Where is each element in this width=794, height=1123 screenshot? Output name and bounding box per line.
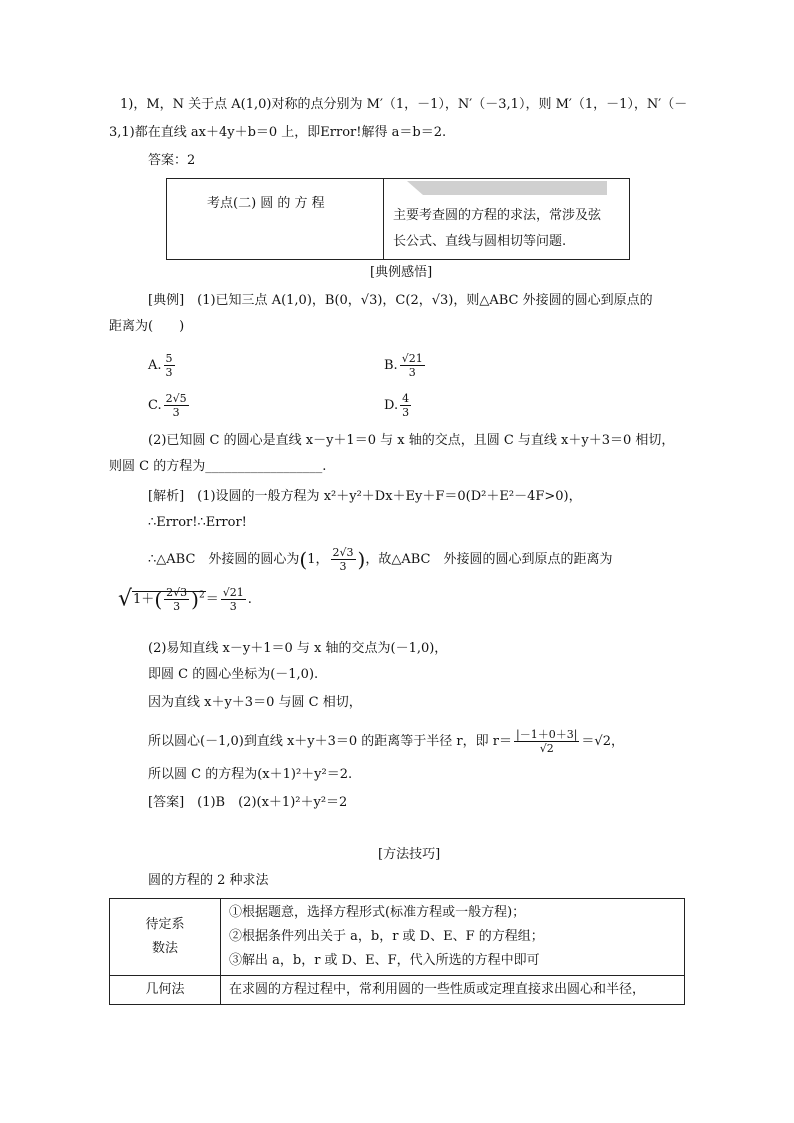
intro-line-2: 3,1)都在直线 ax＋4y＋b＝0 上，即Error!解得 a＝b＝2. [109, 125, 447, 140]
final-answer: [答案] (1)B (2)(x＋1)²＋y²＝2 [148, 795, 348, 810]
option-a: A. $\frac{5}{3}$ [148, 352, 173, 379]
intro-line-1: 1)，M，N 关于点 A(1,0)对称的点分别为 M′（1，－1），N′（－3,1），则 M′（1，－1），N′（－ [120, 97, 688, 112]
solution-line-8: 所以圆心(－1,0)到直线 x＋y＋3＝0 的距离等于半径 r，即 r＝ $\frac{|-1+0+3|}{√2}$ ＝√2， [148, 728, 624, 755]
method-steps: ①根据题意，选择方程形式(标准方程或一般方程)； ②根据条件列出关于 a，b，r 或 D、E、F 的方程组； ③解出 a，b，r 或 D、E、F，代入所选的方程中即可 [221, 899, 685, 976]
solution-line-9: 所以圆 C 的方程为(x＋1)²＋y²＝2. [148, 767, 353, 782]
option-c: C. $\frac{2√5}{3}$ [148, 392, 187, 419]
section-heading-methods: [方法技巧] [378, 847, 441, 862]
option-d: D. $\frac{4}{3}$ [384, 392, 410, 419]
option-b: B. $\frac{√21}{3}$ [384, 352, 423, 379]
solution-line-4: √1＋( $\frac{2√3}{3}$ )$^2$＝ $\frac{√21}{3}$ . [118, 586, 252, 613]
solution-line-7: 因为直线 x＋y＋3＝0 与圆 C 相切， [148, 695, 362, 710]
intro-answer: 答案：2 [148, 153, 196, 168]
question-1-line-1: [典例] (1)已知三点 A(1,0)，B(0，√3)，C(2，√3)，则△ABC 外接圆的圆心到原点的 [148, 293, 653, 308]
method-label: 待定系 数法 [110, 899, 221, 976]
topic-box [166, 178, 630, 260]
section-heading-examples: [典例感悟] [370, 265, 433, 280]
solution-line-2: ∴Error!∴Error! [148, 515, 247, 530]
table-row [110, 899, 685, 976]
table-row [110, 976, 685, 1005]
solution-line-3: ∴△ABC 外接圆的圆心为(1， $\frac{2√3}{3}$ )，故△ABC 外接圆的圆心到原点的距离为 [148, 546, 613, 573]
method-label: 几何法 [110, 976, 221, 1005]
topic-ribbon [407, 181, 607, 195]
method-title: 圆的方程的 2 种求法 [148, 873, 269, 888]
method-steps: 在求圆的方程过程中，常利用圆的一些性质或定理直接求出圆心和半径， [221, 976, 685, 1005]
question-2-line-2: 则圆 C 的方程为__________________. [109, 459, 327, 474]
topic-desc-2: 长公式、直线与圆相切等问题. [393, 234, 567, 249]
topic-title: 考点(二) 圆 的 方 程 [207, 196, 325, 211]
topic-desc-1: 主要考查圆的方程的求法，常涉及弦 [393, 208, 602, 223]
question-1-line-2: 距离为( ) [109, 319, 185, 334]
solution-line-1: [解析] (1)设圆的一般方程为 x²＋y²＋Dx＋Ey＋F＝0(D²＋E²－4F>0)， [148, 489, 582, 504]
question-2-line-1: (2)已知圆 C 的圆心是直线 x－y＋1＝0 与 x 轴的交点，且圆 C 与直线 x＋y＋3＝0 相切， [148, 433, 675, 448]
method-table [109, 898, 685, 1005]
solution-line-6: 即圆 C 的圆心坐标为(－1,0). [148, 667, 319, 682]
solution-line-5: (2)易知直线 x－y＋1＝0 与 x 轴的交点为(－1,0)， [148, 641, 448, 656]
